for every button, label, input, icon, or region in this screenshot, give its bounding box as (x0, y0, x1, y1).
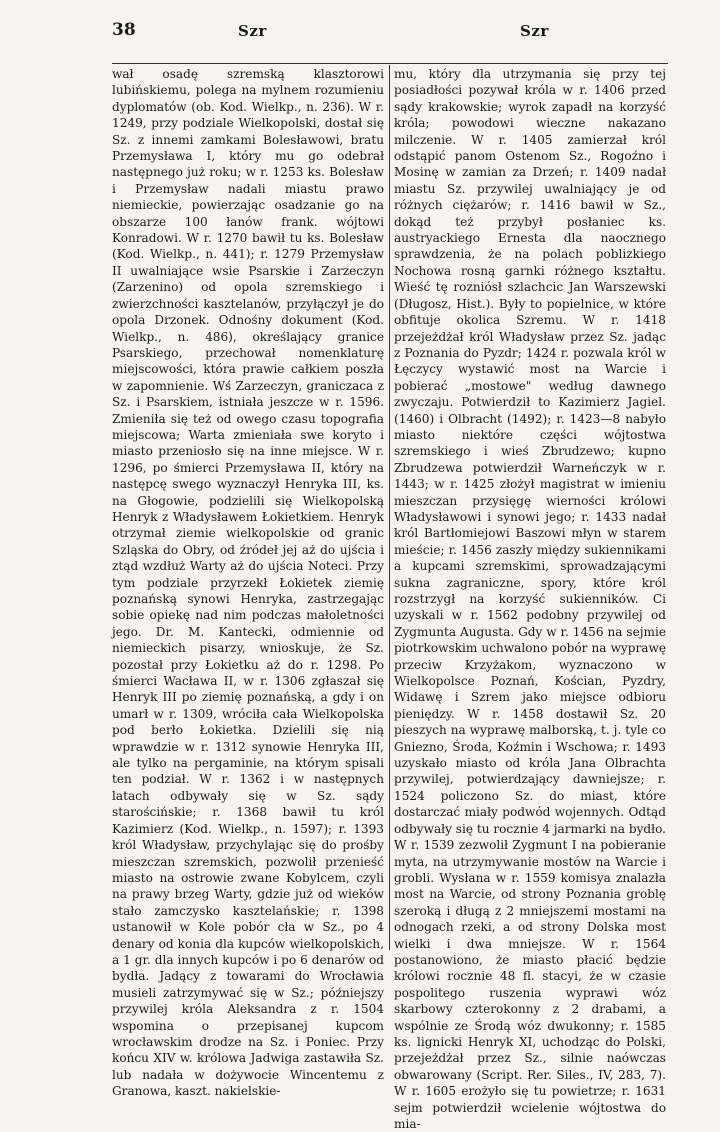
header-rule (112, 63, 668, 64)
left-column (112, 66, 384, 1099)
running-head-right: Szr (520, 22, 549, 40)
left-column-text: wał osadę szremską klasztorowi lubińskiemu, polega na mylnem rozumieniu dyplomatów (ob. Kod. Wielkp., n. 236). W r. 1249, przy podziale Wielkopolski, dostał się Sz. z innemi zamkami Bolesławowi, bratu Przemysława I, który mu go odebrał następnego już roku; w r. 1253 ks. Bolesław i Przemysław nadali miastu prawo niemieckie, powierzając osadzanie go na obszarze 100 łanów frank. wójtowi Konradowi. W r. 1270 bawił tu ks. Bolesław (Kod. Wielkp., n. 441); r. 1279 Przemysław II uwalniające wsie Psarskie i Zarzeczyn (Zarzenino) od opola szremskiego i zwierzchności kasztelanów, przyłączył je do opola Drzonek. Odnośny dokument (Kod. Wielkp., n. 486), określający granice Psarskiego, przechował nomenklaturę miejscowości, która prawie całkiem poszła w zapomnienie. Wś Zarzeczyn, graniczaca z Sz. i Psarskiem, istniała jeszcze w r. 1596. Zmieniła się też od owego czasu topografia miejscowa; Warta zmieniała swe koryto i miasto przeniosło się na inne miejsce. W r. 1296, po śmierci Przemysława II, który na następcę swego wyznaczył Henryka III, ks. na Głogowie, podzielili się Wielkopolską Henryk z Władysławem Łokietkiem. Henryk otrzymał ziemie wielkopolskie od granic Szląska do Obry, od źródeł jej aż do ujścia i ztąd wzdłuż Warty aż do ujścia Noteci. Przy tym podziale przyrzekł Łokietek ziemię poznańską synowi Henryka, zastrzegając sobie opiekę nad nim podczas małoletności jego. Dr. M. Kantecki, odmiennie od niemieckich pisarzy, wnioskuje, że Sz. pozostał przy Łokietku aż do r. 1298. Po śmierci Wacława II, w r. 1306 zgłaszał się Henryk III po ziemię poznańską, a gdy i on umarł w r. 1309, wróciła cała Wielkopolska pod berło Łokietka. Dzielili się nią wprawdzie w r. 1312 synowie Henryka III, ale tylko na pergaminie, na którym spisali ten podział. W r. 1362 i w następnych latach odbywały się w Sz. sądy starościńskie; r. 1368 bawił tu król Kazimierz (Kod. Wielkp., n. 1597); r. 1393 król Władysław, przychylając się do prośby mieszczan szremskich, pozwolił przenieść miasto na ostrowie zwane Kobylcem, czyli na prawy brzeg Warty, gdzie już od wieków stało zamczysko kasztelańskie; r. 1398 ustanowił w Kole pobór cła w Sz., po 4 denary od konia dla kupców wielkopolskich, a 1 gr. dla innych kupców i po 6 denarów od bydła. Jadący z towarami do Wrocławia musieli zatrzymywać się w Sz.; późniejszy przywilej króla Aleksandra z r. 1504 wspomina o przepisanej kupcom wrocławskim drodze na Sz. i Poniec. Przy końcu XIV w. królowa Jadwiga zastawiła Sz. lub nadała w dożywocie Wincentemu z Granowa, kaszt. nakielskie- (112, 67, 384, 1099)
right-column-text: mu, który dla utrzymania się przy tej posiadłości pozywał króla w r. 1406 przed sądy krakowskie; wyrok zapadł na korzyść króla; powodowi wieczne nakazano milczenie. W r. 1405 zamierzał król odstąpić panom Ostenom Sz., Rogoźno i Mosinę w zamian za Drzeń; r. 1409 nadał miastu Sz. przywilej uwalniający je od różnych ciężarów; r. 1416 bawił w Sz., dokąd też przybył posłaniec ks. austryackiego Ernesta dla naocznego sprawdzenia, że na polach poblizkiego Nochowa rosną garnki różnego kształtu. Wieść tę rozniósł szlachcic Jan Warszewski (Długosz, Hist.). Były to popielnice, w które obfituje okolica Szremu. W r. 1418 przejeżdżał król Władysław przez Sz. jadąc z Poznania do Pyzdr; 1424 r. pozwala król w Łęczycy wystawić most na Warcie i pobierać „mostowe" według dawnego zwyczaju. Potwierdził to Kazimierz Jagiel. (1460) i Olbracht (1492); r. 1423—8 nabyło miasto niektóre części wójtostwa szremskiego i wieś Zbrudzewo; kupno Zbrudzewa potwierdził Warneńczyk w r. 1443; w r. 1425 złożył magistrat w imieniu mieszczan przysięgę wierności królowi Władysławowi i synowi jego; r. 1433 nadał król Bartłomiejowi Baszowi młyn w starem mieście; r. 1456 zaszły między sukiennikami a kupcami szremskimi, sprowadzającymi sukna zagraniczne, spory, które król rozstrzygł na korzyść sukienników. Ci uzyskali w r. 1562 podobny przywilej od Zygmunta Augusta. Gdy w r. 1456 na sejmie piotrkowskim uchwalono pobór na wyprawę przeciw Krzyżakom, wyznaczono w Wielkopolsce Poznań, Kościan, Pyzdry, Widawę i Szrem jako miejsce odbioru pieniędzy. W r. 1458 dostawił Sz. 20 pieszych na wyprawę malborską, t. j. tyle co Gniezno, Środa, Koźmin i Wschowa; r. 1493 uzyskało miasto od króla Jana Olbrachta przywilej, potwierdzający dawniejsze; r. 1524 policzono Sz. do miast, które dostarczać miały podwód wojennych. Odtąd odbywały się tu rocznie 4 jarmarki na bydło. W r. 1539 zezwolił Zygmunt I na pobieranie myta, na utrzymywanie mostów na Warcie i grobli. Wysłana w r. 1559 komisya znalazła most na Warcie, od strony Poznania groblę szeroką i długą z 2 mniejszemi mostami na odnogach rzeki, a od strony Dolska most wielki i dwa mniejsze. W r. 1564 postanowiono, że miasto płacić będzie królowi rocznie 48 fl. stacyi, że w czasie pospolitego ruszenia wyprawi wóz skarbowy czterokonny z 2 drabami, a wspólnie ze Środą wóz dwukonny; r. 1585 ks. lignicki Henryk XI, uchodząc do Polski, przejeżdżał przez Sz., silnie naówczas obwarowany (Script. Rer. Siles., IV, 283, 7). W r. 1605 erożyło się tu powietrze; r. 1631 sejm potwierdził wcielenie wójtostwa do mia- (394, 67, 666, 1131)
page-header (0, 20, 720, 50)
page-number: 38 (112, 20, 136, 40)
right-column (394, 66, 666, 1131)
running-head-left: Szr (238, 22, 267, 40)
column-divider (389, 65, 390, 950)
